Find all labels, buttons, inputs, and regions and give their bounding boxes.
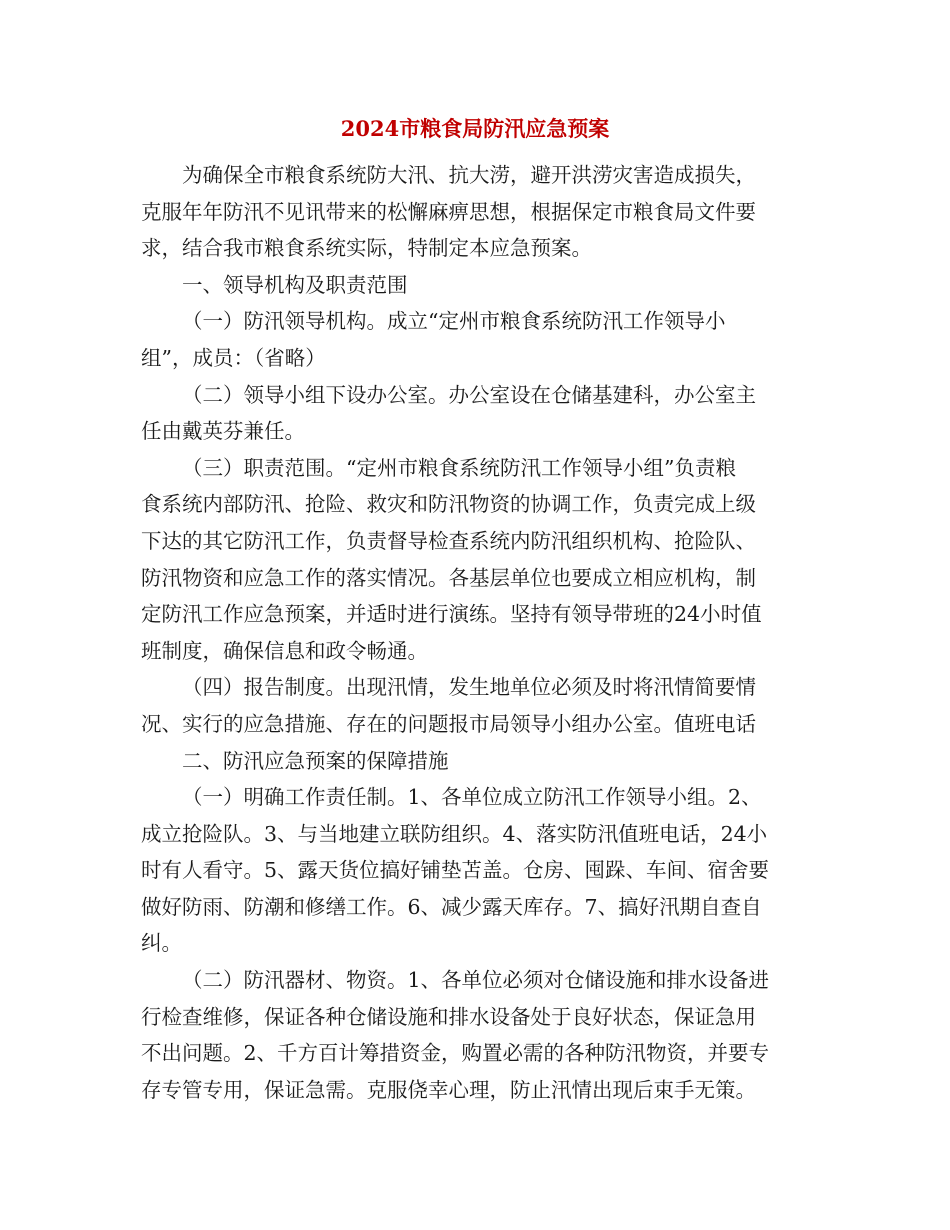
- section-heading-leadership: 一、领导机构及职责范围: [182, 272, 408, 297]
- paragraph-responsibilities: （三）职责范围。“定州市粮食系统防汛工作领导小组”负责粮 食系统内部防汛、抢险、救灾和防汛物资的协调工作，负责完成上级 下达的其它防汛工作，负责督导检查系统内防汛组织机构、抢险队、 防汛物资和应急工作的落实情况。各基层单位也要成立相应机构，制 定防汛工作应急预案，并适时进行演练。坚持有领导带班的24小时值 班制度，确保信息和政令畅通。: [141, 455, 762, 663]
- document-body: [141, 157, 811, 1108]
- paragraph-reporting: （四）报告制度。出现汛情，发生地单位必须及时将汛情简要情 况、实行的应急措施、存在的问题报市局领导小组办公室。值班电话: [141, 675, 756, 736]
- paragraph-leading-body: （一）防汛领导机构。成立“定州市粮食系统防汛工作领导小 组”，成员：（省略）: [141, 309, 726, 370]
- paragraph-equipment-materials: （二）防汛器材、物资。1、各单位必须对仓储设施和排水设备进 行检查维修，保证各种仓储设施和排水设备处于良好状态，保证急用 不出问题。2、千方百计筹措资金，购置必需的各种防汛物资，并要专 存专管专用，保证急需。克服侥幸心理，防止汛情出现后束手无策。: [141, 968, 770, 1102]
- paragraph-office: （二）领导小组下设办公室。办公室设在仓储基建科，办公室主 任由戴英芬兼任。: [141, 382, 756, 444]
- paragraph-intro: 为确保全市粮食系统防大汛、抗大涝，避开洪涝灾害造成损失， 克服年年防汛不见讯带来的松懈麻痹思想，根据保定市粮食局文件要 求，结合我市粮食系统实际，特制定本应急预案。: [141, 163, 756, 261]
- paragraph-responsibility-system: （一）明确工作责任制。1、各单位成立防汛工作领导小组。2、 成立抢险队。3、与当地建立联防组织。4、落实防汛值班电话，24小 时有人看守。5、露天货位搞好铺垫苫盖。仓房、囤跺、车间、宿舍要 做好防雨、防潮和修缮工作。6、减少露天库存。7、搞好汛期自查自 纠。: [141, 785, 770, 956]
- section-heading-safeguards: 二、防汛应急预案的保障措施: [182, 748, 449, 773]
- document-title: 2024市粮食局防汛应急预案: [340, 116, 610, 141]
